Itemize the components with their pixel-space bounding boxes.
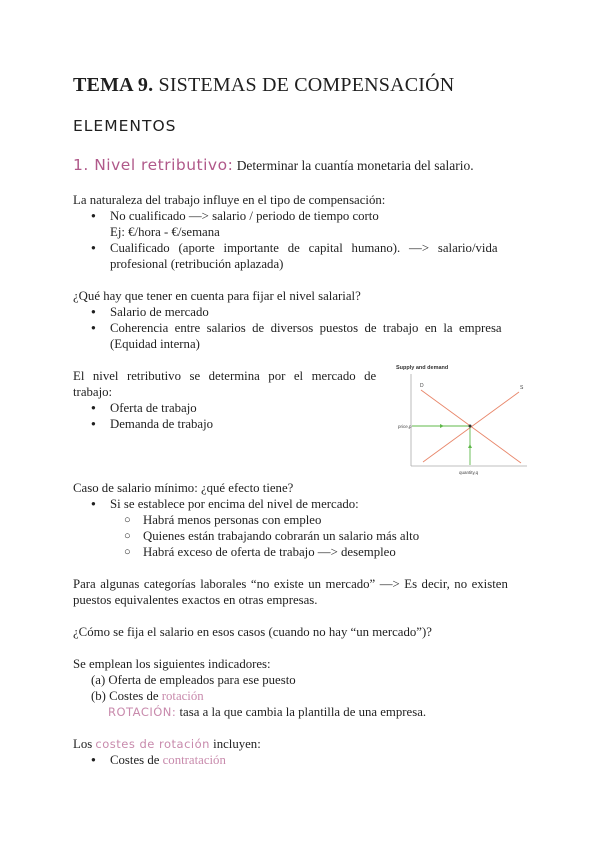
sub-list-item: ○ Quienes están trabajando cobrarán un salario más alto — [143, 528, 419, 544]
p8-highlight: costes de rotación — [95, 737, 210, 751]
sub-list-item: ○ Habrá exceso de oferta de trabajo —> desempleo — [143, 544, 396, 560]
list-item — [110, 752, 226, 768]
chart-title: Supply and demand — [396, 365, 449, 371]
subsection-text: Determinar la cuantía monetaria del salario. — [233, 158, 474, 173]
paragraph: Caso de salario mínimo: ¿qué efecto tiene? — [73, 481, 294, 495]
section-heading-elementos: ELEMENTOS — [73, 117, 177, 135]
label-d: D — [420, 383, 424, 389]
title-number: TEMA 9. — [73, 74, 154, 96]
list-item-text: Costes de — [110, 753, 163, 767]
list-item: ● Si se establece por encima del nivel de mercado: — [110, 496, 359, 512]
item-b-highlight: rotación — [161, 689, 204, 703]
quantity-guide-arrow — [468, 444, 472, 448]
definition-text: tasa a la que cambia la plantilla de una empresa. — [176, 705, 427, 719]
paragraph: La naturaleza del trabajo influye en el tipo de compensación: — [73, 193, 386, 207]
list-item: ● Coherencia entre salarios de diversos puestos de trabajo en la empresa — [110, 320, 502, 336]
list-item: ● Cualificado (aporte importante de capital humano). —> salario/vida — [110, 240, 528, 256]
paragraph: El nivel retributivo se determina por el mercado de — [73, 369, 377, 383]
page-title — [73, 74, 454, 97]
list-item: ● Demanda de trabajo — [110, 416, 213, 432]
sub-list-item: ○ Habrá menos personas con empleo — [143, 512, 321, 528]
list-item-continuation: (Equidad interna) — [110, 337, 200, 351]
list-item-highlight: contratación — [162, 753, 226, 767]
list-item: ● No cualificado —> salario / periodo de tiempo corto — [110, 208, 379, 224]
list-item: ● Salario de mercado — [110, 304, 209, 320]
paragraph-continuation: puestos equivalentes exactos en otras empresas. — [73, 593, 318, 607]
label-price: price,p — [398, 424, 412, 429]
definition-term: ROTACIÓN: — [108, 705, 177, 719]
paragraph: ¿Qué hay que tener en cuenta para fijar el nivel salarial? — [73, 289, 361, 303]
item-b-text: (b) Costes de — [91, 689, 162, 703]
paragraph: Se emplean los siguientes indicadores: — [73, 657, 271, 671]
definition — [108, 704, 426, 720]
p8-pre: Los — [73, 737, 96, 751]
price-guide-arrow — [440, 424, 444, 428]
label-s: S — [520, 385, 524, 391]
title-text: SISTEMAS DE COMPENSACIÓN — [153, 74, 455, 96]
subsection-number: 1. Nivel retributivo: — [73, 156, 234, 174]
enumerated-item-b — [91, 688, 204, 704]
enumerated-item-a: (a) Oferta de empleados para ese puesto — [91, 673, 296, 687]
supply-demand-chart — [393, 360, 533, 480]
equilibrium-point — [469, 425, 472, 428]
p8-post: incluyen: — [209, 737, 261, 751]
label-quantity: quantity,q — [459, 470, 479, 475]
paragraph: Para algunas categorías laborales “no existe un mercado” —> Es decir, no existen — [73, 577, 508, 591]
paragraph-continuation: trabajo: — [73, 385, 113, 399]
paragraph: ¿Cómo se fija el salario en esos casos (cuando no hay “un mercado”)? — [73, 625, 432, 639]
list-item-continuation: profesional (retribución aplazada) — [110, 257, 284, 271]
paragraph — [73, 736, 261, 752]
list-item: ● Oferta de trabajo — [110, 400, 197, 416]
subsection-heading — [73, 156, 474, 174]
list-item-continuation: Ej: €/hora - €/semana — [110, 225, 220, 239]
